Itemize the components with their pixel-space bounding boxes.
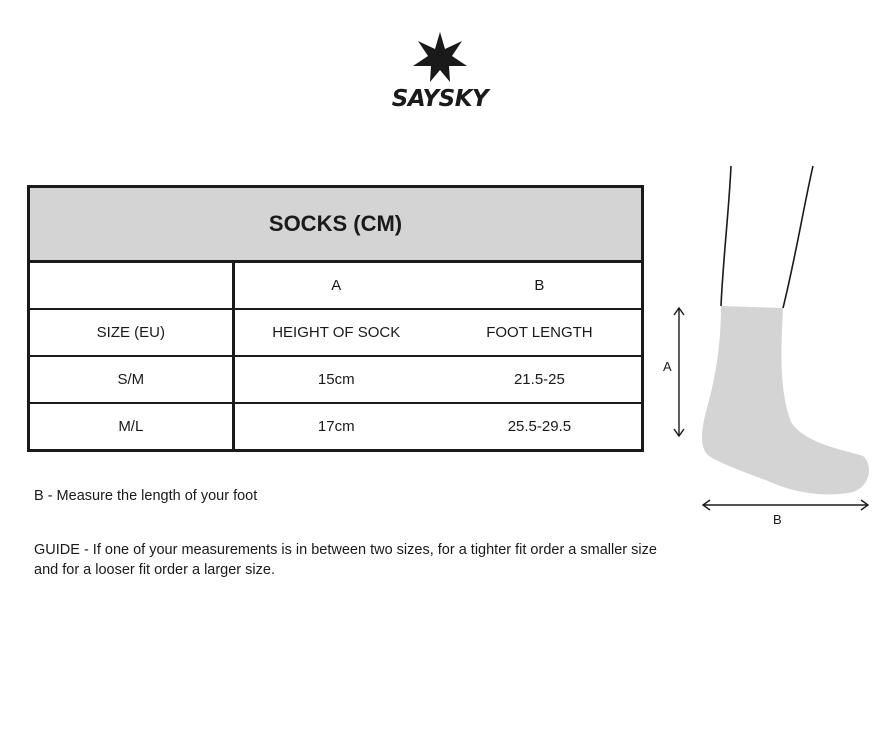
star-icon — [412, 30, 468, 84]
table-cell-size: S/M — [29, 356, 234, 403]
guide-line-1: GUIDE - If one of your measurements is in between two sizes, for a tighter fit order a smaller size — [34, 542, 657, 558]
leg-outline-right — [783, 166, 813, 308]
arrow-a — [674, 308, 684, 436]
table-cell-height: 17cm — [233, 403, 438, 451]
table-row — [29, 356, 643, 403]
column-foot-length: FOOT LENGTH — [438, 309, 643, 356]
table-row — [29, 403, 643, 451]
header-cell-empty — [29, 262, 234, 310]
sock-illustration — [655, 160, 880, 540]
column-height: HEIGHT OF SOCK — [233, 309, 438, 356]
sock-measurement-diagram — [655, 160, 880, 540]
guide-note — [34, 540, 714, 580]
table-cell-foot-length: 21.5-25 — [438, 356, 643, 403]
size-chart-table — [27, 185, 644, 452]
arrow-b — [703, 500, 868, 510]
measure-b-note: B - Measure the length of your foot — [34, 488, 258, 504]
table-column-row — [29, 309, 643, 356]
table-title: SOCKS (CM) — [29, 187, 643, 262]
table-cell-size: M/L — [29, 403, 234, 451]
header-cell-a: A — [331, 277, 342, 294]
header-cell-b: B — [534, 277, 545, 294]
column-size: SIZE (EU) — [29, 309, 234, 356]
table-cell-foot-length: 25.5-29.5 — [438, 403, 643, 451]
brand-name: SAYSKY — [391, 86, 489, 112]
label-b: B — [773, 512, 782, 527]
brand-logo — [380, 30, 500, 112]
table-cell-height: 15cm — [233, 356, 438, 403]
leg-outline-left — [721, 166, 731, 306]
table-header-row — [29, 262, 643, 310]
sock-shape — [702, 306, 869, 494]
guide-line-2: and for a looser fit order a larger size. — [34, 562, 275, 578]
label-a: A — [663, 359, 672, 374]
